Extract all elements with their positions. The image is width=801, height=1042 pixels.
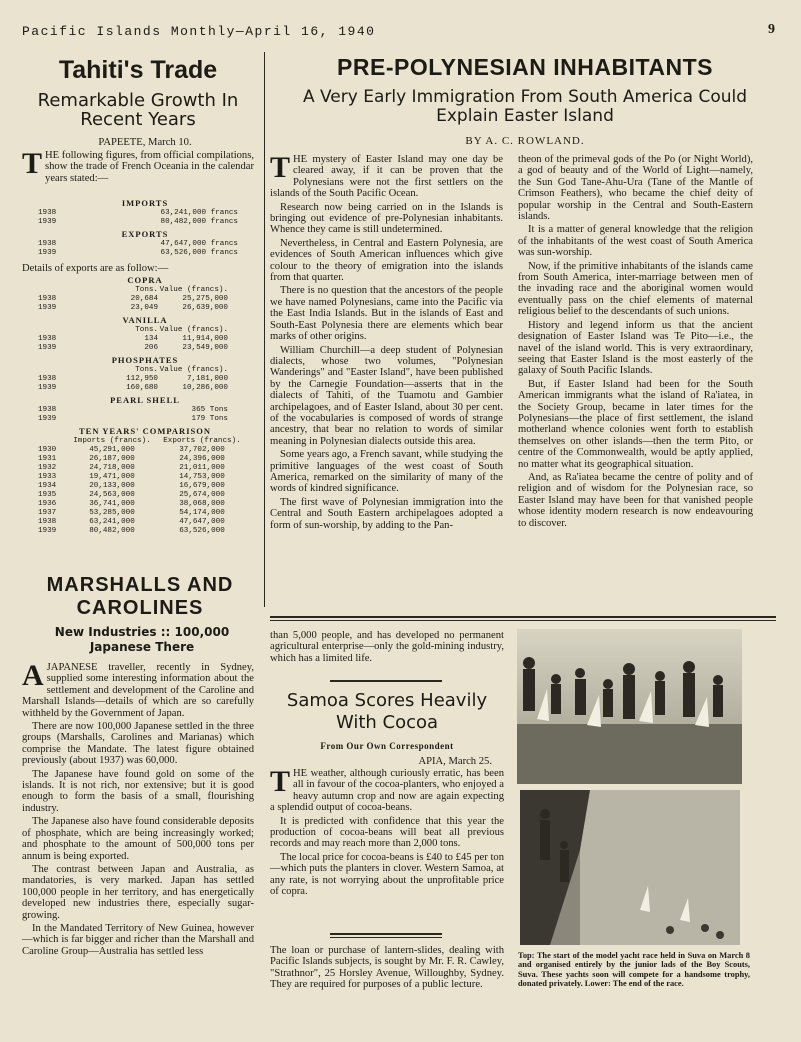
table-row	[38, 464, 252, 473]
table-cell: 1933	[38, 473, 57, 481]
table-row	[38, 455, 252, 464]
marshalls-title: MARSHALLS AND CAROLINES	[46, 574, 234, 619]
table-row	[38, 518, 252, 527]
table-row: 1939 80,482,000 francs	[38, 218, 238, 226]
table-cell: 54,174,000	[179, 509, 225, 517]
table-cell: 1931	[38, 455, 57, 463]
table-cell: 1932	[38, 464, 57, 472]
section-rule	[270, 616, 776, 618]
section-rule	[270, 620, 776, 621]
pre-poly-col1: THE mystery of Easter Island may one day be cleared away, if it can be proven that the Polynesians were not the first settlers on the islands of the South Pacific Ocean. Research now being carried on in the Islands is bringing out evidence of pre-Polynesian inhabitants. Whence they came is still undetermined. Nevertheless, in Central and Eastern Polynesia, are evidences of South American influences which give colour to the theory of emigration into the islands from that quarter. There is no question that the ancestors of the people we have named Polynesians, came into the Pacific via the East India Islands. But in the islands of East and South-East Polynesia there are elements which bear marks of other origins. William Churchill—a deep student of Polynesian dialects, whose two volumes, "Polynesian Wanderings" and "Easter Island", have been published by the Carnegie Foundation—asserts that in the dialects of Tahiti, of the Tuamotu and Gambier archipelagoes, and of Easter Island, about 30 per cent. of the vocabularies is composed of words of strange ancestry, that bear no relation to words of similar meaning in Polynesian dialects outside this area. Some years ago, a French savant, while studying the primitive languages of the west coast of South America, remarked on the similarity of many of the words of kindred significance. The first wave of Polynesian immigration into the Central and South Eastern archipelagoes adopted a form of sun-worship, by adding to the Pan-	[270, 151, 503, 531]
table-cell: 14,753,000	[179, 473, 225, 481]
table-row: 1939 63,526,000 francs	[38, 249, 238, 257]
drop-cap: A	[22, 659, 44, 692]
ten-years-heading: TEN YEARS' COMPARISON	[79, 426, 211, 436]
table-cell: 63,241,000	[89, 518, 135, 526]
tahiti-subtitle: Remarkable Growth In Recent Years	[37, 90, 239, 130]
photo-yacht-race-start	[517, 629, 742, 784]
ten-years-rows	[38, 446, 252, 536]
table-row	[38, 500, 252, 509]
pre-poly-byline: BY A. C. ROWLAND.	[465, 135, 585, 147]
table-cell: 80,482,000	[89, 527, 135, 535]
table-cell: 45,291,000	[89, 446, 135, 454]
tahiti-dateline: PAPEETE, March 10.	[98, 137, 192, 148]
marshalls-continuation: than 5,000 people, and has developed no permanent agricultural enterprise—only the gold-mining industry, which has a limited life.	[270, 630, 504, 664]
table-cell: 24,563,000	[89, 491, 135, 499]
table-row: 1938 112,950 7,181,000	[38, 375, 228, 383]
table-cell: 1930	[38, 446, 57, 454]
vanilla-heading: VANILLA	[122, 315, 168, 325]
tahiti-intro: THE following figures, from official compilations, show the trade of French Oceania in the calendar years stated:—	[22, 147, 255, 184]
table-col-headers: Tons. Value (francs).	[135, 366, 228, 374]
marshalls-body: AJAPANESE traveller, recently in Sydney, supplied some interesting information about the settlement and development of the Caroline and Marshall Islands—details of which are so carefully withheld by the Government of Japan. There are now 100,000 Japanese settled in the three groups (Marshalls, Carolines and Marianas) which comprise the Mandate. The latest figure obtained previously (about 1937) was 60,000. The Japanese have found gold on some of the islands. It is not rich, nor extensive; but it is good enough to form the basis of a small, flourishing industry. The Japanese also have found considerable deposits of phosphate, which are being increasingly worked; and phosphate to the amount of 500,000 tons per annum is being exported. The contrast between Japan and Australia, as mandatories, is very marked. Japan has settled 100,000 people in her territory, and has energetically developed new industries there, especially sugar-growing. In the Mandated Territory of New Guinea, however—which is far bigger and richer than the Marshall and Caroline Group—Australia has settled less	[22, 659, 254, 957]
samoa-title: Samoa Scores Heavily With Cocoa	[286, 690, 488, 733]
table-row: 1938 47,647,000 francs	[38, 240, 238, 248]
samoa-correspondent: From Our Own Correspondent	[320, 741, 454, 751]
phosphates-heading: PHOSPHATES	[111, 355, 179, 365]
imports-heading: IMPORTS	[121, 198, 169, 208]
table-cell: 1936	[38, 500, 57, 508]
photo-caption: Top: The start of the model yacht race held in Suva on March 8 and organised entirely by the junior lads of the Boy Scouts, Suva. These yachts soon will compete for a handsome trophy, donated privately. Lower: The end of the race.	[518, 951, 750, 989]
table-cell: 47,647,000	[179, 518, 225, 526]
table-cell: 26,187,000	[89, 455, 135, 463]
table-row: 1939 160,680 10,286,000	[38, 384, 228, 392]
separator	[330, 933, 442, 935]
table-row	[38, 527, 252, 536]
table-cell: 1934	[38, 482, 57, 490]
details-line: Details of exports are as follow:—	[22, 263, 169, 274]
table-cell: 24,396,000	[179, 455, 225, 463]
table-row	[38, 446, 252, 455]
table-cell: 1937	[38, 509, 57, 517]
separator	[330, 937, 442, 938]
table-row	[38, 509, 252, 518]
table-cell: 25,674,000	[179, 491, 225, 499]
page-number: 9	[768, 22, 775, 37]
drop-cap: T	[22, 147, 43, 180]
lantern-slides-notice: The loan or purchase of lantern-slides, dealing with Pacific Islands subjects, is sought by Mr. F. R. Cawley, "Strathnor", 25 Horsley Avenue, Willoughby, Sydney. They are required for purposes of a public lecture.	[270, 945, 504, 991]
pearl-heading: PEARL SHELL	[110, 395, 180, 405]
table-row: 1938 20,684 25,275,000	[38, 295, 228, 303]
table-col-headers: Tons. Value (francs).	[135, 326, 228, 334]
table-cell: 20,133,000	[89, 482, 135, 490]
table-row	[38, 473, 252, 482]
table-col-headers: Imports (francs). Exports (francs).	[73, 437, 241, 445]
table-row: 1938 63,241,000 francs	[38, 209, 238, 217]
marshalls-subtitle: New Industries :: 100,000 Japanese There	[54, 625, 230, 654]
table-cell: 38,068,000	[179, 500, 225, 508]
separator	[330, 680, 442, 682]
table-col-headers: Tons. Value (francs).	[135, 286, 228, 294]
photo-yacht-race-end	[520, 790, 740, 945]
tahiti-trade-tables	[22, 196, 252, 536]
table-row: 1939 206 23,549,000	[38, 344, 228, 352]
table-cell: 63,526,000	[179, 527, 225, 535]
samoa-dateline: APIA, March 25.	[418, 756, 492, 767]
table-cell: 16,679,000	[179, 482, 225, 490]
pre-poly-subtitle: A Very Early Immigration From South America Could Explain Easter Island	[302, 87, 748, 126]
table-cell: 21,011,000	[179, 464, 225, 472]
table-row	[38, 482, 252, 491]
pre-poly-col2: theon of the primeval gods of the Po (or Night World), a god of beauty and of the World of Light—namely, the Sun God Tane-Ahu-Ura (Tane of the Mantle of Crimson Feathers), who became the chief deity of popular worship in the Central and South-Eastern islands. It is a matter of general knowledge that the religion of the inhabitants of the west coast of South America was sun-worship. Now, if the primitive inhabitants of the islands came from South America, inter-marriage between men of the invading race and the aboriginal women would eventually pass on the chief elements of maternal religious belief to the descendants of such unions. History and legend inform us that the ancient designation of Easter Island was Te Pito—i.e., the navel of the island world. This is very extraordinary, seeing that Easter Island is the most easterly of the galaxy of South Pacific Islands. But, if Easter Island had been for the South American immigrants what the island of Ra'iatea, in the Society Group, became in later times for the Polynesians—the place of first settlement, the island motherland whence colonies went forth to establish themselves on other islands—then the term Pito, or centre of the Commonwealth, would be aptly applied, no matter what its geographical situation. And, as Ra'iatea became the centre of polity and of religion and of wisdom for the Polynesian race, so Easter Island may have been for that vanished people whose identity modern research is now endeavouring to discover.	[518, 154, 753, 529]
column-rule	[264, 52, 265, 607]
running-header: Pacific Islands Monthly—April 16, 1940	[22, 24, 376, 39]
copra-heading: COPRA	[127, 275, 163, 285]
table-row: 1938 134 11,914,000	[38, 335, 228, 343]
samoa-body: THE weather, although curiously erratic, has been all in favour of the cocoa-planters, who enjoyed a heavy autumn crop and now are again expecting a splendid output of cocoa-beans. It is predicted with confidence that this year the production of cocoa-beans will beat all previous records and may reach more than 2,000 tons. The local price for cocoa-beans is £40 to £45 per ton—which puts the planters in clover. Western Samoa, at any rate, is not worrying about the unprofitable price of copra.	[270, 765, 504, 898]
tahiti-title: Tahiti's Trade	[58, 56, 218, 84]
exports-heading: EXPORTS	[121, 229, 169, 239]
table-cell: 24,718,000	[89, 464, 135, 472]
table-row: 1938 365 Tons	[38, 406, 228, 414]
drop-cap: T	[270, 151, 291, 184]
drop-cap: T	[270, 765, 291, 798]
table-cell: 36,741,000	[89, 500, 135, 508]
table-row: 1939 179 Tons	[38, 415, 228, 423]
table-cell: 53,285,000	[89, 509, 135, 517]
table-cell: 1938	[38, 518, 57, 526]
table-row: 1939 23,049 26,639,000	[38, 304, 228, 312]
pre-poly-title: PRE-POLYNESIAN INHABITANTS	[337, 54, 713, 80]
table-cell: 1939	[38, 527, 57, 535]
table-cell: 1935	[38, 491, 57, 499]
table-cell: 19,471,000	[89, 473, 135, 481]
table-row	[38, 491, 252, 500]
table-cell: 37,702,000	[179, 446, 225, 454]
